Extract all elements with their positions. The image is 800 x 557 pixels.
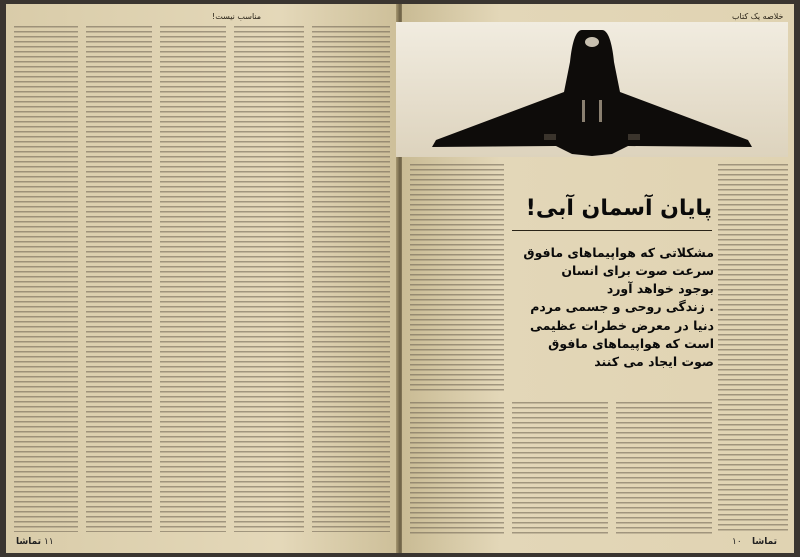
- aircraft-icon: [396, 22, 788, 157]
- left-footer-logo: تماشا: [16, 537, 42, 547]
- left-text-column-5: [312, 26, 390, 532]
- left-text-column-1: [14, 26, 78, 532]
- right-text-column-narrow: [718, 164, 788, 534]
- left-section-label: مناسب نیست!: [212, 12, 262, 21]
- lead-block: [508, 244, 714, 371]
- aircraft-photo: [396, 22, 788, 152]
- right-text-column-bottom-1: [410, 402, 504, 534]
- left-text-column-3: [160, 26, 226, 532]
- lead-line-5: دنیا در معرض خطرات عظیمی: [530, 317, 714, 333]
- lead-line-2: سرعت صوت برای انسان: [561, 263, 714, 279]
- right-text-column-bottom-3: [616, 402, 712, 534]
- lead-line-6: است که هواپیماهای مافوق: [548, 335, 714, 351]
- lead-line-3: بوجود خواهد آورد: [606, 281, 714, 297]
- lead-line-7: صوت ایجاد می کنند: [594, 353, 714, 369]
- right-section-label: خلاصه یک کتاب: [732, 12, 784, 21]
- headline: پایان آسمان آبی!: [525, 196, 712, 221]
- left-text-column-2: [86, 26, 152, 532]
- lead-line-1: مشکلاتی که هواپیماهای مافوق: [523, 245, 714, 260]
- left-page-number: ۱۱: [44, 537, 54, 547]
- left-page: [6, 4, 398, 553]
- right-text-column-top-left: [410, 164, 504, 394]
- headline-block: [512, 196, 712, 222]
- magazine-spread: [6, 4, 794, 553]
- right-text-column-bottom-2: [512, 402, 608, 534]
- right-page-number: ۱۰: [732, 537, 742, 547]
- left-text-column-4: [234, 26, 304, 532]
- lead-line-4: . زندگی روحی و جسمی مردم: [530, 299, 714, 315]
- right-footer-logo: تماشا: [752, 537, 778, 547]
- headline-rule: [512, 230, 712, 231]
